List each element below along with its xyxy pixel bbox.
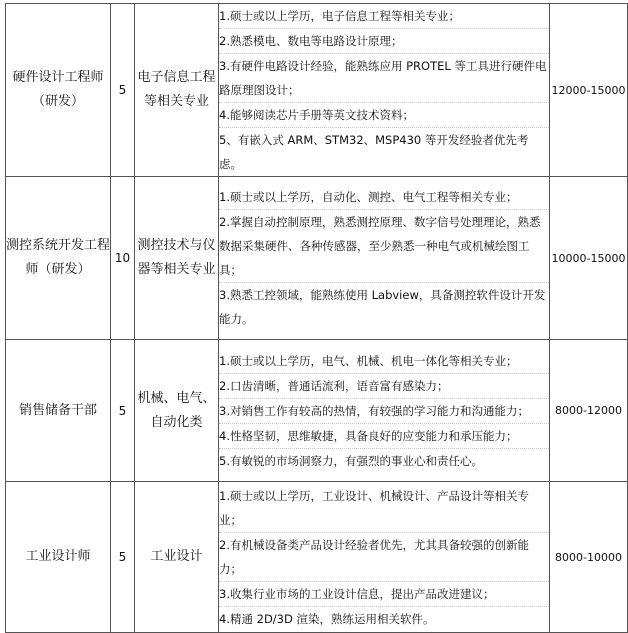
headcount: 10 (111, 177, 135, 340)
requirement-item: 1.硕士或以上学历，电子信息工程等相关专业； (219, 4, 549, 29)
job-title: 硬件设计工程师（研发） (6, 4, 111, 177)
requirements-cell (219, 482, 550, 633)
salary-range: 8000-12000 (550, 340, 628, 482)
job-row (6, 177, 628, 340)
headcount: 5 (111, 482, 135, 633)
requirement-item: 4.精通 2D/3D 渲染，熟练运用相关软件。 (219, 611, 435, 626)
major-requirement: 测控技术与仪器等相关专业 (135, 177, 219, 340)
requirement-item: 3.熟悉工控领域，能熟练使用 Labview，具备测控软件设计开发能力。 (219, 288, 546, 326)
job-row (6, 4, 628, 177)
requirement-item: 2.掌握自动控制原理，熟悉测控原理、数字信号处理理论，熟悉数据采集硬件、各种传感器，至少熟悉一种电气或机械绘图工具； (219, 210, 549, 283)
requirement-item: 1.硕士或以上学历，工业设计、机械设计、产品设计等相关专业； (219, 484, 549, 533)
requirement-item: 5.有敏锐的市场洞察力，有强烈的事业心和责任心。 (219, 453, 483, 468)
requirement-item: 2.熟悉模电、数电等电路设计原理； (219, 29, 549, 54)
requirements-cell (219, 340, 550, 482)
requirement-item: 3.对销售工作有较高的热情，有较强的学习能力和沟通能力； (219, 399, 549, 424)
job-title: 工业设计师 (6, 482, 111, 633)
requirement-item: 4.性格坚韧，思维敏捷，具备良好的应变能力和承压能力； (219, 424, 549, 449)
job-title: 测控系统开发工程师（研发） (6, 177, 111, 340)
salary-range: 12000-15000 (550, 4, 628, 177)
requirement-item: 2.有机械设备类产品设计经验者优先，尤其具备较强的创新能力； (219, 533, 549, 582)
major-requirement: 机械、电气、自动化类 (135, 340, 219, 482)
requirement-item: 2.口齿清晰，普通话流利，语音富有感染力； (219, 374, 549, 399)
requirements-cell (219, 177, 550, 340)
headcount: 5 (111, 4, 135, 177)
requirement-item: 3.有硬件电路设计经验，能熟练应用 PROTEL 等工具进行硬件电路原理图设计； (219, 54, 549, 103)
requirement-item: 1.硕士或以上学历，电气、机械、机电一体化等相关专业； (219, 349, 549, 374)
requirement-item: 3.收集行业市场的工业设计信息，提出产品改进建议； (219, 582, 549, 607)
requirement-item: 1.硕士或以上学历，自动化、测控、电气工程等相关专业； (219, 185, 549, 210)
job-row (6, 482, 628, 633)
requirement-item: 4.能够阅读芯片手册等英文技术资料； (219, 103, 549, 128)
requirements-cell (219, 4, 550, 177)
job-row (6, 340, 628, 482)
major-requirement: 电子信息工程等相关专业 (135, 4, 219, 177)
job-listing-table (5, 3, 628, 633)
major-requirement: 工业设计 (135, 482, 219, 633)
requirement-item: 5、有嵌入式 ARM、STM32、MSP430 等开发经验者优先考虑。 (219, 133, 529, 171)
salary-range: 8000-10000 (550, 482, 628, 633)
headcount: 5 (111, 340, 135, 482)
job-title: 销售储备干部 (6, 340, 111, 482)
salary-range: 10000-15000 (550, 177, 628, 340)
